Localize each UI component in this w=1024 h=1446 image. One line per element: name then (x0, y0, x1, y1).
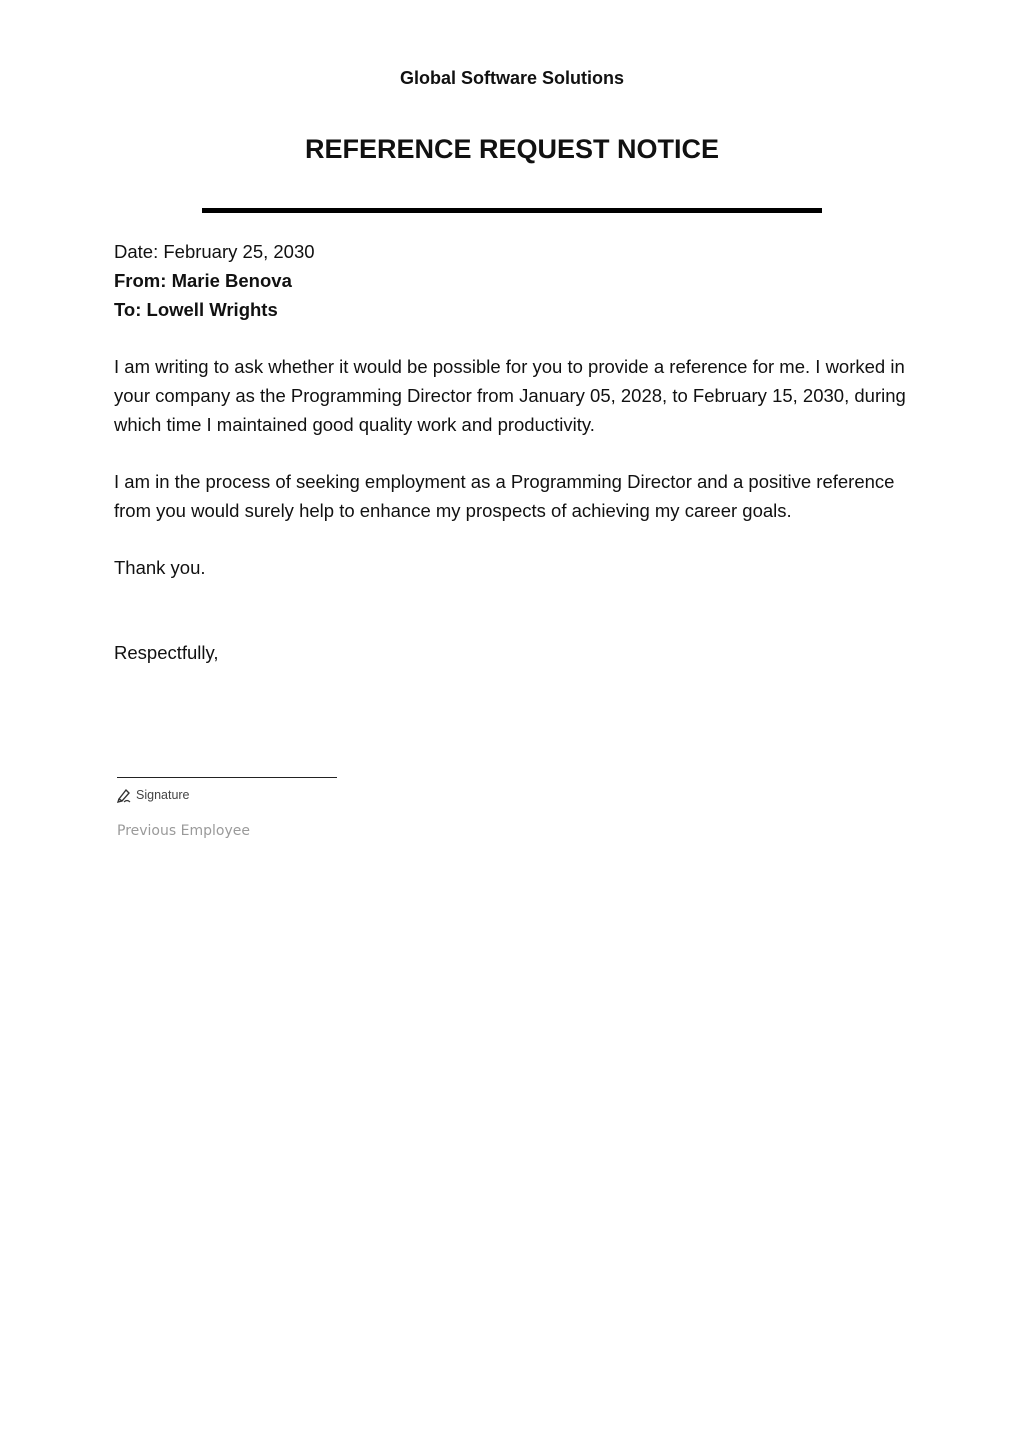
document-title: REFERENCE REQUEST NOTICE (304, 134, 720, 164)
body-paragraph: I am writing to ask whether it would be possible for you to provide a reference for me. I worked in your company as the Programming Director from January 05, 2028, to February 15, 2030, during which time I maintained good quality work and productivity. (114, 356, 906, 435)
from-row (114, 266, 315, 295)
title-divider (202, 208, 822, 213)
letter-body (114, 352, 914, 610)
signature-label: Signature (136, 788, 190, 802)
date-row (114, 237, 315, 266)
from-label: From: (114, 270, 167, 291)
body-paragraph: I am in the process of seeking employment as a Programming Director and a positive reference from you would surely help to enhance my prospects of achieving my career goals. (114, 471, 895, 521)
signer-role: Previous Employee (117, 823, 250, 839)
date-value: February 25, 2030 (163, 241, 315, 262)
pen-signature-icon (116, 787, 132, 803)
closing-salutation: Respectfully, (114, 642, 219, 663)
to-value: Lowell Wrights (146, 299, 278, 320)
company-name: Global Software Solutions (399, 68, 624, 88)
to-label: To: (114, 299, 142, 320)
to-row (114, 295, 315, 324)
from-value: Marie Benova (171, 270, 292, 291)
signature-line (117, 777, 337, 778)
date-label: Date: (114, 241, 159, 262)
signature-field[interactable] (116, 787, 190, 803)
thank-you-line: Thank you. (114, 557, 206, 578)
letter-meta (114, 237, 315, 324)
